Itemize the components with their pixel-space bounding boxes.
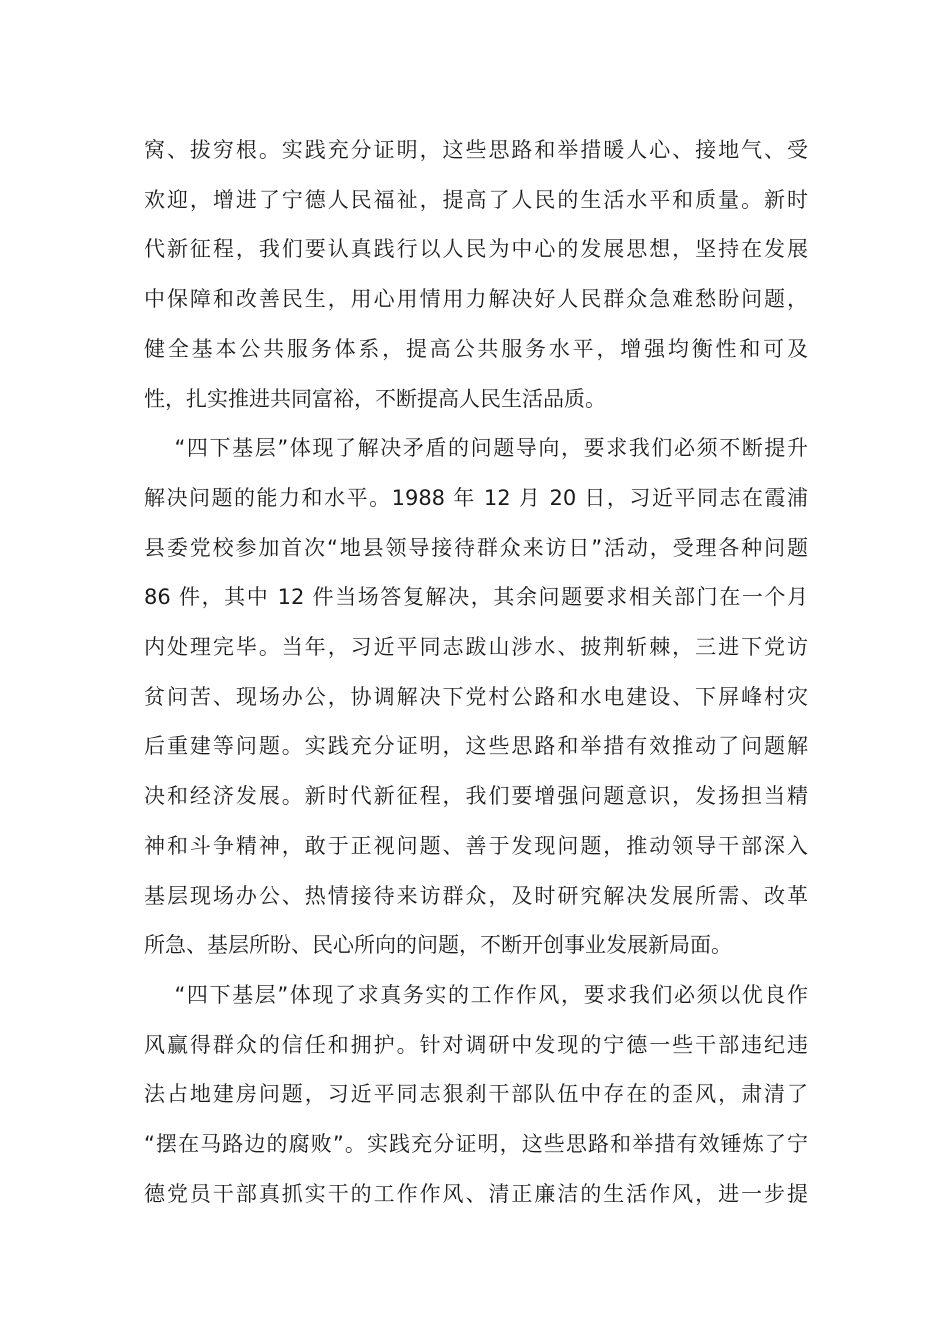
- text-line: 欢迎，增进了宁德人民福祉，提高了人民的生活水平和质量。新时: [144, 187, 808, 212]
- text-line: 后重建等问题。实践充分证明，这些思路和举措有效推动了问题解: [144, 734, 808, 759]
- text-line: 代新征程，我们要认真践行以人民为中心的发展思想，坚持在发展: [144, 237, 808, 262]
- text-line: 基层现场办公、热情接待来访群众，及时研究解决发展所需、改革: [144, 883, 808, 908]
- paragraph-1: [144, 126, 808, 424]
- text-line: 中保障和改善民生，用心用情用力解决好人民群众急难愁盼问题，: [144, 287, 808, 312]
- text-line: 性，扎实推进共同富裕，不断提高人民生活品质。: [144, 386, 606, 411]
- text-line: 决和经济发展。新时代新征程，我们要增强问题意识，发扬担当精: [144, 784, 808, 809]
- text-line: 所急、基层所盼、民心所向的问题，不断开创事业发展新局面。: [144, 933, 732, 958]
- text-line: 德党员干部真抓实干的工作作风、清正廉洁的生活作风，进一步提: [144, 1181, 808, 1206]
- text-line: “摆在马路边的腐败”。实践充分证明，这些思路和举措有效锤炼了宁: [144, 1132, 808, 1157]
- text-line: 内处理完毕。当年，习近平同志跋山涉水、披荆斩棘，三进下党访: [144, 635, 808, 660]
- text-line: 健全基本公共服务体系，提高公共服务水平，增强均衡性和可及: [144, 336, 808, 361]
- paragraph-2: [144, 424, 808, 971]
- text-line: 窝、拔穷根。实践充分证明，这些思路和举措暖人心、接地气、受: [144, 138, 808, 162]
- text-line: 神和斗争精神，敢于正视问题、善于发现问题，推动领导干部深入: [144, 833, 808, 858]
- document-body: [144, 126, 808, 1219]
- text-line: 解决问题的能力和水平。1988 年 12 月 20 日，习近平同志在霞浦: [144, 485, 808, 510]
- text-line: 86 件，其中 12 件当场答复解决，其余问题要求相关部门在一个月: [144, 585, 808, 610]
- text-line: “四下基层”体现了解决矛盾的问题导向，要求我们必须不断提升: [174, 436, 808, 461]
- text-line: 县委党校参加首次“地县领导接待群众来访日”活动，受理各种问题: [144, 535, 808, 560]
- text-line: 贫问苦、现场办公，协调解决下党村公路和水电建设、下屏峰村灾: [144, 684, 808, 709]
- text-line: 法占地建房问题，习近平同志狠刹干部队伍中存在的歪风，肃清了: [144, 1082, 808, 1107]
- text-line: “四下基层”体现了求真务实的工作作风，要求我们必须以优良作: [174, 982, 808, 1007]
- paragraph-3: [144, 971, 808, 1220]
- text-line: 风赢得群众的信任和拥护。针对调研中发现的宁德一些干部违纪违: [144, 1032, 808, 1057]
